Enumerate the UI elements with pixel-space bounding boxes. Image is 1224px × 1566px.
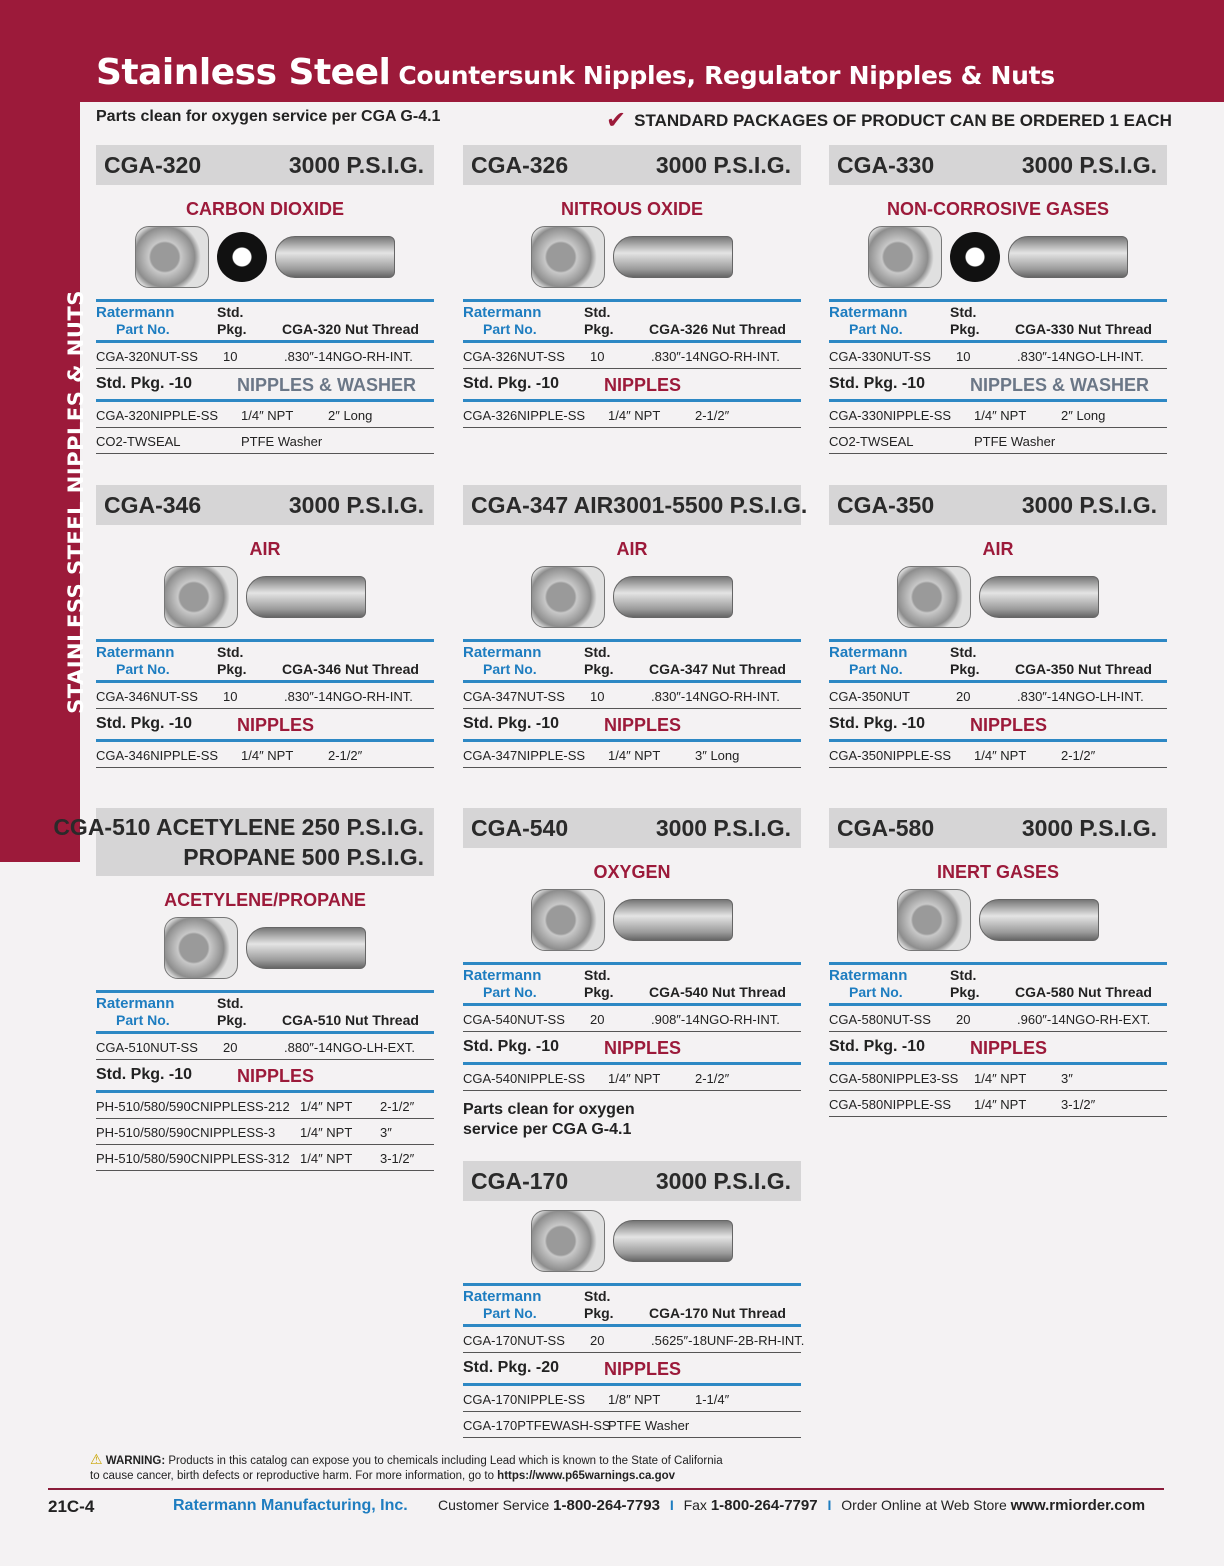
nut-table-header: Ratermann Part No. Std. Pkg. CGA-346 Nut Thread [96,639,434,683]
nipples-section-header: Std. Pkg. -10 NIPPLES [463,369,801,402]
checkmark-icon: ✔ [606,107,627,134]
nut-table-header: Ratermann Part No. Std. Pkg. CGA-540 Nut Thread [463,962,801,1006]
nut-image [531,566,605,628]
table-row [829,1065,1167,1091]
table-row [463,1006,801,1032]
npt-size: 1/8″ NPT [608,1392,661,1407]
thread-spec: .5625″-18UNF-2B-RH-INT. [651,1333,805,1348]
npt-size: 1/4″ NPT [300,1151,353,1166]
std-pkg: 20 [223,1040,238,1055]
table-row [96,683,434,709]
pressure-rating: 3000 P.S.I.G. [1021,814,1157,841]
std-pkg: 20 [590,1333,605,1348]
length: 3″ [380,1125,392,1140]
part-number: PH-510/580/590CNIPPLESS-3 [96,1125,276,1140]
table-row [463,1386,801,1412]
product-images [463,886,801,954]
table-row [829,343,1167,369]
pressure-rating: 3000 P.S.I.G. [288,151,424,178]
block-header [463,1161,801,1201]
length: 1-1/4″ [695,1392,730,1407]
part-number: CGA-540NUT-SS [463,1012,565,1027]
length: 2″ Long [328,408,373,423]
pressure-rating: 3000 P.S.I.G. [1021,491,1157,518]
page-number: 21C-4 [48,1497,95,1516]
part-number: CGA-346NIPPLE-SS [96,748,219,763]
part-number: PH-510/580/590CNIPPLESS-312 [96,1151,290,1166]
nut-image [897,566,971,628]
contact-info: Customer Service 1-800-264-7793 I Fax 1-800-264-7797 I Order Online at Web Store www.rmiorder.com [438,1497,1146,1514]
block-header [463,485,808,525]
table-row [829,1006,1167,1032]
web-store-link[interactable]: www.rmiorder.com [1010,1497,1146,1514]
npt-size: PTFE Washer [974,434,1056,449]
npt-size: 1/4″ NPT [974,408,1027,423]
cga-code: CGA-346 [104,491,202,518]
length: 2-1/2″ [695,408,730,423]
table-row [463,742,801,768]
nut-table-header: Ratermann Part No. Std. Pkg. CGA-350 Nut Thread [829,639,1167,683]
pressure-rating: 3000 P.S.I.G. [655,151,791,178]
part-number: CGA-580NIPPLE-SS [829,1097,952,1112]
part-number: CGA-510NUT-SS [96,1040,198,1055]
length: 2-1/2″ [328,748,363,763]
part-number: CGA-170NUT-SS [463,1333,565,1348]
product-block-cga-347 [463,485,808,768]
nipple-image [613,236,733,278]
std-pkg: 10 [223,689,238,704]
table-row [463,402,801,428]
part-number: CGA-580NIPPLE3-SS [829,1071,959,1086]
separator: I [669,1497,674,1513]
pressure-rating: 3001-5500 P.S.I.G. [613,491,808,518]
nut-table-header: Ratermann Part No. Std. Pkg. CGA-326 Nut Thread [463,299,801,343]
page-title [96,52,1055,93]
cga-code: CGA-326 [471,151,569,178]
npt-size: 1/4″ NPT [608,1071,661,1086]
npt-size: 1/4″ NPT [974,1071,1027,1086]
nipples-section-header: Std. Pkg. -10 NIPPLES [463,1032,801,1065]
table-row [463,1065,801,1091]
table-row [96,1119,434,1145]
part-number: CGA-540NIPPLE-SS [463,1071,586,1086]
product-images [96,914,434,982]
product-images [96,563,434,631]
nipples-section-header: Std. Pkg. -10 NIPPLES [96,709,434,742]
cga-code: CGA-330 [837,151,935,178]
product-block-cga-326 [463,145,801,428]
nut-image [531,1210,605,1272]
block-header [463,808,801,848]
part-number: CGA-330NIPPLE-SS [829,408,952,423]
nut-image [135,226,209,288]
npt-size: 1/4″ NPT [608,408,661,423]
prop65-warning: ⚠ WARNING: Products in this catalog can expose you to chemicals including Lead which is known to the State of California to cause cancer, birth defects or reproductive harm. For more information, go to https://www.p65warnings.ca.gov [90,1451,723,1482]
gas-type: ACETYLENE/PROPANE [164,890,366,910]
part-number: CGA-350NIPPLE-SS [829,748,952,763]
thread-spec: .830″-14NGO-LH-INT. [1017,689,1144,704]
block-header [829,145,1167,185]
gas-type: CARBON DIOXIDE [185,199,344,219]
std-pkg: 10 [956,349,971,364]
product-block-cga-510 [53,808,434,1171]
product-images [829,886,1167,954]
length: 3″ Long [695,748,740,763]
part-number: PH-510/580/590CNIPPLESS-212 [96,1099,290,1114]
product-block-cga-580 [829,808,1167,1117]
nipple-image [246,927,366,969]
thread-spec: .908″-14NGO-RH-INT. [651,1012,780,1027]
product-block-cga-346 [96,485,434,768]
nipples-section-header: Std. Pkg. -10 NIPPLES & WASHER [829,369,1167,402]
block-header [829,485,1167,525]
nut-image [868,226,942,288]
length: 2-1/2″ [695,1071,730,1086]
table-row [96,428,434,454]
nut-table-header: Ratermann Part No. Std. Pkg. CGA-170 Nut Thread [463,1283,801,1327]
part-number: CGA-320NIPPLE-SS [96,408,219,423]
npt-size: 1/4″ NPT [241,748,294,763]
table-row [96,1093,434,1119]
nipple-image [246,576,366,618]
nipple-image [613,576,733,618]
product-block-cga-170 [463,1161,805,1438]
table-row [96,742,434,768]
nut-table-header: Ratermann Part No. Std. Pkg. CGA-347 Nut Thread [463,639,801,683]
npt-size: PTFE Washer [608,1418,690,1433]
nipple-image [979,899,1099,941]
cga-code: CGA-320 [104,151,202,178]
part-number: CGA-326NUT-SS [463,349,565,364]
product-block-cga-540 [463,808,801,1091]
product-images [463,563,801,631]
length: 2-1/2″ [380,1099,415,1114]
npt-size: PTFE Washer [241,434,323,449]
table-row [96,402,434,428]
gas-type: NITROUS OXIDE [560,199,703,219]
product-block-cga-350 [829,485,1167,768]
product-images [829,223,1167,291]
std-pkg: 10 [590,349,605,364]
block-header [96,485,434,525]
length: 2-1/2″ [1061,748,1096,763]
cga-code: CGA-170 [471,1167,569,1194]
part-number: CGA-347NIPPLE-SS [463,748,586,763]
customer-service-phone[interactable]: 1-800-264-7793 [553,1497,660,1514]
p65-link[interactable]: https://www.p65warnings.ca.gov [497,1470,676,1482]
pressure-rating: PROPANE 500 P.S.I.G. [183,844,424,870]
table-row [829,742,1167,768]
product-images [463,223,801,291]
gas-type: INERT GASES [936,862,1060,882]
block-header [53,808,434,876]
thread-spec: .880″-14NGO-LH-EXT. [284,1040,416,1055]
company-name: Ratermann Manufacturing, Inc. [173,1497,408,1514]
table-row [829,1091,1167,1117]
fax-number: 1-800-264-7797 [710,1497,818,1514]
table-row [829,683,1167,709]
product-images [463,1207,801,1275]
gas-type: OXYGEN [593,862,671,882]
part-number: CO2-TWSEAL [96,434,181,449]
npt-size: 1/4″ NPT [974,1097,1027,1112]
thread-spec: .830″-14NGO-RH-INT. [284,689,413,704]
thread-spec: .830″-14NGO-RH-INT. [651,689,780,704]
pressure-rating: 3000 P.S.I.G. [288,491,424,518]
title-sub: Countersunk Nipples, Regulator Nipples & Nuts [398,61,1055,90]
nipples-section-header: Std. Pkg. -20 NIPPLES [463,1353,801,1386]
nut-table-header: Ratermann Part No. Std. Pkg. CGA-580 Nut Thread [829,962,1167,1006]
part-number: CGA-346NUT-SS [96,689,198,704]
npt-size: 1/4″ NPT [241,408,294,423]
nut-image [897,889,971,951]
nipple-image [275,236,395,278]
oxygen-service-note: Parts clean for oxygen service per CGA G-4.1 [96,108,441,125]
cga-code: CGA-350 [837,491,935,518]
part-number: CGA-350NUT [829,689,910,704]
npt-size: 1/4″ NPT [300,1125,353,1140]
footer-divider [48,1488,1164,1490]
nipples-section-header: Std. Pkg. -10 NIPPLES & WASHER [96,369,434,402]
gas-type: AIR [249,539,281,559]
cga-code: CGA-580 [837,814,935,841]
std-pkg: 20 [590,1012,605,1027]
nipple-image [1008,236,1128,278]
nut-image [164,566,238,628]
nipple-image [613,899,733,941]
npt-size: 1/4″ NPT [974,748,1027,763]
standard-packages-note: ✔ STANDARD PACKAGES OF PRODUCT CAN BE ORDERED 1 EACH [606,107,1172,134]
std-pkg: 20 [956,1012,971,1027]
table-row [463,343,801,369]
product-block-cga-320 [96,145,434,454]
table-row [463,1327,805,1353]
thread-spec: .830″-14NGO-LH-INT. [1017,349,1144,364]
thread-spec: .830″-14NGO-RH-INT. [284,349,413,364]
washer-image [217,232,267,282]
std-pkg: 20 [956,689,971,704]
nut-image [531,226,605,288]
nipples-section-header: Std. Pkg. -10 NIPPLES [96,1060,434,1093]
block-header [829,808,1167,848]
length: 3″ [1061,1071,1073,1086]
cga-code: CGA-540 [471,814,569,841]
table-row [829,428,1167,454]
nipples-section-header: Std. Pkg. -10 NIPPLES [463,709,801,742]
oxygen-clean-note: Parts clean for oxygen service per CGA G-4.1 [463,1101,635,1138]
part-number: CGA-326NIPPLE-SS [463,408,586,423]
product-block-cga-330 [829,145,1167,454]
separator: I [827,1497,832,1513]
cga-code: CGA-510 ACETYLENE 250 P.S.I.G. [53,814,424,840]
nut-image [164,917,238,979]
table-row [96,1145,434,1171]
pressure-rating: 3000 P.S.I.G. [655,814,791,841]
pressure-rating: 3000 P.S.I.G. [655,1167,791,1194]
side-tab [0,102,88,862]
washer-image [950,232,1000,282]
block-header [463,145,801,185]
part-number: CGA-170NIPPLE-SS [463,1392,586,1407]
title-main: Stainless Steel [96,52,391,93]
nut-table-header: Ratermann Part No. Std. Pkg. CGA-320 Nut Thread [96,299,434,343]
nipples-section-header: Std. Pkg. -10 NIPPLES [829,1032,1167,1065]
length: 3-1/2″ [1061,1097,1096,1112]
nut-table-header: Ratermann Part No. Std. Pkg. CGA-510 Nut Thread [96,990,434,1034]
part-number: CGA-330NUT-SS [829,349,931,364]
gas-type: AIR [616,539,648,559]
nipple-image [613,1220,733,1262]
product-images [829,563,1167,631]
part-number: CGA-580NUT-SS [829,1012,931,1027]
nipples-section-header: Std. Pkg. -10 NIPPLES [829,709,1167,742]
npt-size: 1/4″ NPT [608,748,661,763]
part-number: CGA-170PTFEWASH-SS [463,1418,611,1433]
warning-icon: ⚠ [90,1451,103,1467]
table-row [96,1034,434,1060]
table-row [463,1412,801,1438]
npt-size: 1/4″ NPT [300,1099,353,1114]
table-row [829,402,1167,428]
length: 2″ Long [1061,408,1106,423]
block-header [96,145,434,185]
gas-type: NON-CORROSIVE GASES [886,199,1110,219]
side-tab-label: STAINLESS STEEL NIPPLES & NUTS [64,290,88,714]
std-pkg: 10 [223,349,238,364]
part-number: CGA-347NUT-SS [463,689,565,704]
product-images [96,223,434,291]
length: 3-1/2″ [380,1151,415,1166]
nut-image [531,889,605,951]
nipple-image [979,576,1099,618]
table-row [96,343,434,369]
part-number: CGA-320NUT-SS [96,349,198,364]
gas-type: AIR [982,539,1014,559]
thread-spec: .830″-14NGO-RH-INT. [651,349,780,364]
cga-code: CGA-347 AIR [471,491,614,518]
std-pkg: 10 [590,689,605,704]
table-row [463,683,801,709]
thread-spec: .960″-14NGO-RH-EXT. [1017,1012,1151,1027]
pressure-rating: 3000 P.S.I.G. [1021,151,1157,178]
part-number: CO2-TWSEAL [829,434,914,449]
nut-table-header: Ratermann Part No. Std. Pkg. CGA-330 Nut Thread [829,299,1167,343]
